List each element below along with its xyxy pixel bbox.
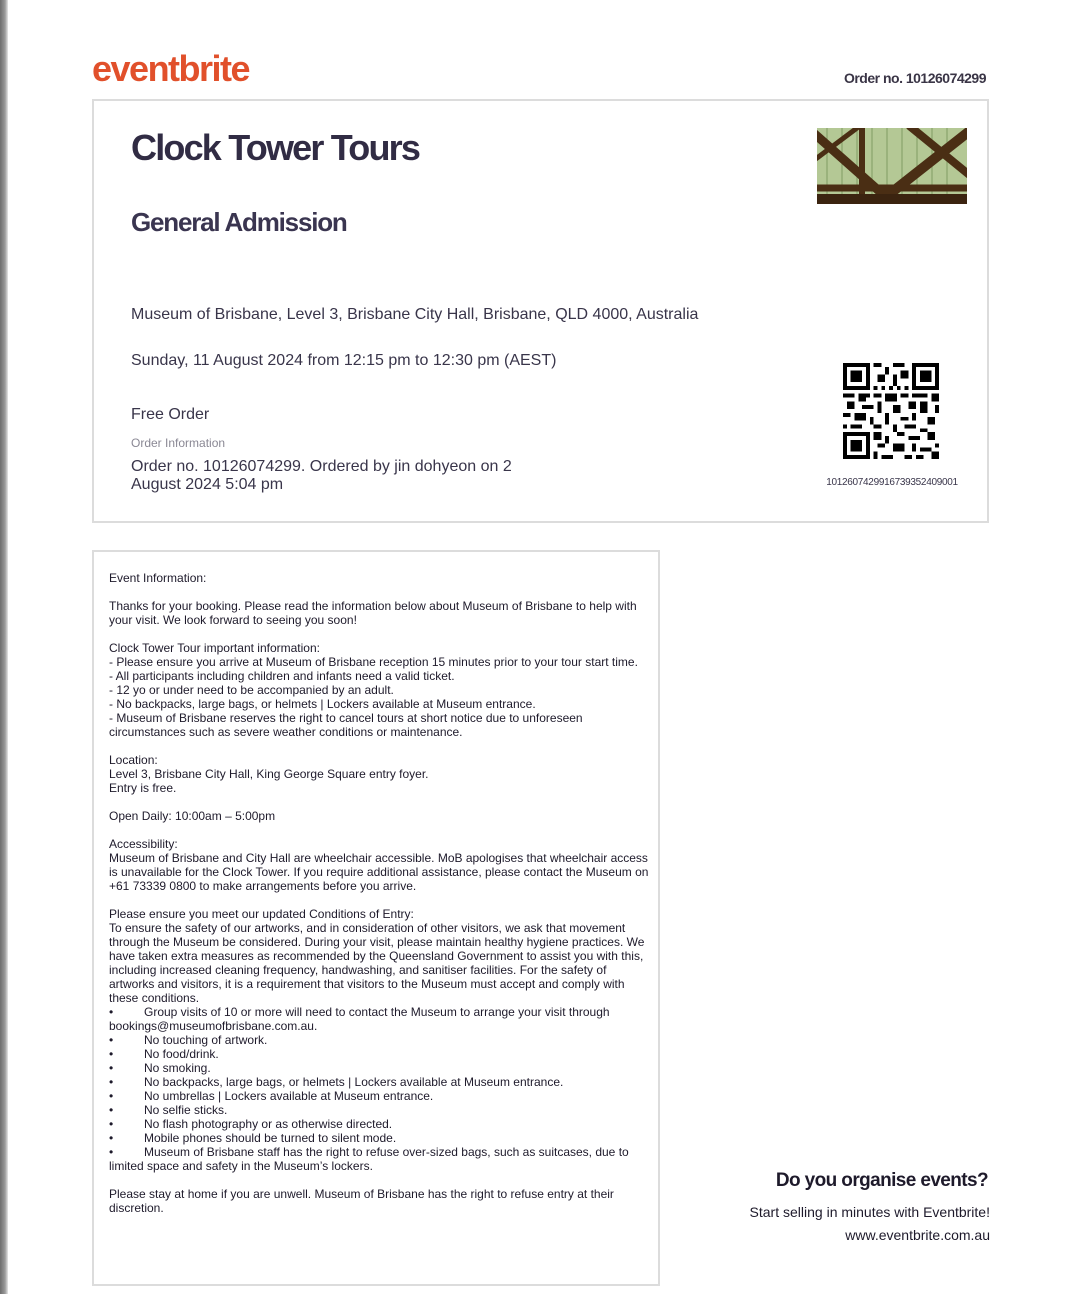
promo-link[interactable]: www.eventbrite.com.au <box>845 1227 990 1243</box>
event-information-box <box>92 550 660 1286</box>
promo-line: Start selling in minutes with Eventbrite! <box>749 1204 990 1220</box>
conditions-section <box>109 907 654 1173</box>
location-section <box>109 753 654 795</box>
location-heading: Location: <box>109 753 158 767</box>
promo-title: Do you organise events? <box>775 1170 988 1191</box>
clock-tower-section <box>109 641 654 739</box>
event-address: Museum of Brisbane, Level 3, Brisbane City Hall, Brisbane, QLD 4000, Australia <box>131 306 699 323</box>
accessibility-heading: Accessibility: <box>109 837 178 851</box>
event-datetime: Sunday, 11 August 2024 from 12:15 pm to 12:30 pm (AEST) <box>131 352 557 369</box>
clock-item: - Museum of Brisbane reserves the right to cancel tours at short notice due to unforeseen circumstances such as severe weather conditions or maintenance. <box>109 711 583 739</box>
condition-bullet: • Museum of Brisbane staff has the right to refuse over-sized bags, such as suitcases, due to limited space and safety in the Museum’s lockers. <box>109 1145 629 1173</box>
ticket-card <box>92 99 989 523</box>
condition-bullet: • No backpacks, large bags, or helmets | Lockers available at Museum entrance. <box>109 1075 564 1089</box>
ticket-type: General Admission <box>131 207 347 237</box>
conditions-text: To ensure the safety of our artworks, and in consideration of other visitors, we ask that movement through the Museum be considered. During your visit, please maintain healthy hygiene practices. We have taken extra measures as recommended by the Queensland Government to assist you with this, including increased cleaning frequency, handwashing, and sanitiser facilities. For the safety of artworks and visitors, it is a requirement that visitors to the Museum must accept and comply with these conditions. <box>109 921 645 1005</box>
condition-bullet: • No selfie sticks. <box>109 1103 228 1117</box>
entry-free: Entry is free. <box>109 781 177 795</box>
order-information-label: Order Information <box>131 436 226 450</box>
condition-bullet: • Group visits of 10 or more will need to contact the Museum to arrange your visit through bookings@museumofbrisbane.com.au. <box>109 1005 610 1033</box>
condition-bullet: • No touching of artwork. <box>109 1033 268 1047</box>
barcode-number: 1012607429916739352409001 <box>826 477 958 488</box>
condition-bullet: • Mobile phones should be turned to silent mode. <box>109 1131 397 1145</box>
accessibility-section <box>109 837 654 893</box>
clock-heading: Clock Tower Tour important information: <box>109 641 320 655</box>
clock-item: - Please ensure you arrive at Museum of Brisbane reception 15 minutes prior to your tour start time. <box>109 655 638 669</box>
open-hours: Open Daily: 10:00am – 5:00pm <box>109 809 276 823</box>
page-edge <box>0 0 8 1294</box>
condition-bullet: • No flash photography or as otherwise directed. <box>109 1117 393 1131</box>
clock-item: - All participants including children and infants need a valid ticket. <box>109 669 455 683</box>
event-title: Clock Tower Tours <box>131 127 420 168</box>
closing-note: Please stay at home if you are unwell. Museum of Brisbane has the right to refuse entry at their discretion. <box>109 1187 614 1215</box>
clock-item: - No backpacks, large bags, or helmets | Lockers available at Museum entrance. <box>109 697 536 711</box>
event-information-text <box>109 571 654 1229</box>
accessibility-text: Museum of Brisbane and City Hall are wheelchair accessible. MoB apologises that wheelchair access is unavailable for the Clock Tower. If you require additional assistance, please contact the Museum on +61 73339 0800 to make arrangements before you arrive. <box>109 851 649 893</box>
info-heading: Event Information: <box>109 571 207 585</box>
clock-item: - 12 yo or under need to be accompanied by an adult. <box>109 683 394 697</box>
info-intro: Thanks for your booking. Please read the information below about Museum of Brisbane to help with your visit. We look forward to seeing you soon! <box>109 599 637 627</box>
free-order-label: Free Order <box>131 406 210 423</box>
location-line: Level 3, Brisbane City Hall, King George Square entry foyer. <box>109 767 429 781</box>
condition-bullet: • No smoking. <box>109 1061 211 1075</box>
order-detail: Order no. 10126074299. Ordered by jin dohyeon on 2 August 2024 5:04 pm <box>131 458 512 493</box>
condition-bullet: • No umbrellas | Lockers available at Museum entrance. <box>109 1089 434 1103</box>
qr-code <box>843 363 939 459</box>
eventbrite-logo[interactable]: eventbrite <box>92 48 250 89</box>
event-photo <box>817 128 967 204</box>
conditions-heading: Please ensure you meet our updated Conditions of Entry: <box>109 907 414 921</box>
condition-bullet: • No food/drink. <box>109 1047 219 1061</box>
header-order-number: Order no. 10126074299 <box>843 70 986 86</box>
